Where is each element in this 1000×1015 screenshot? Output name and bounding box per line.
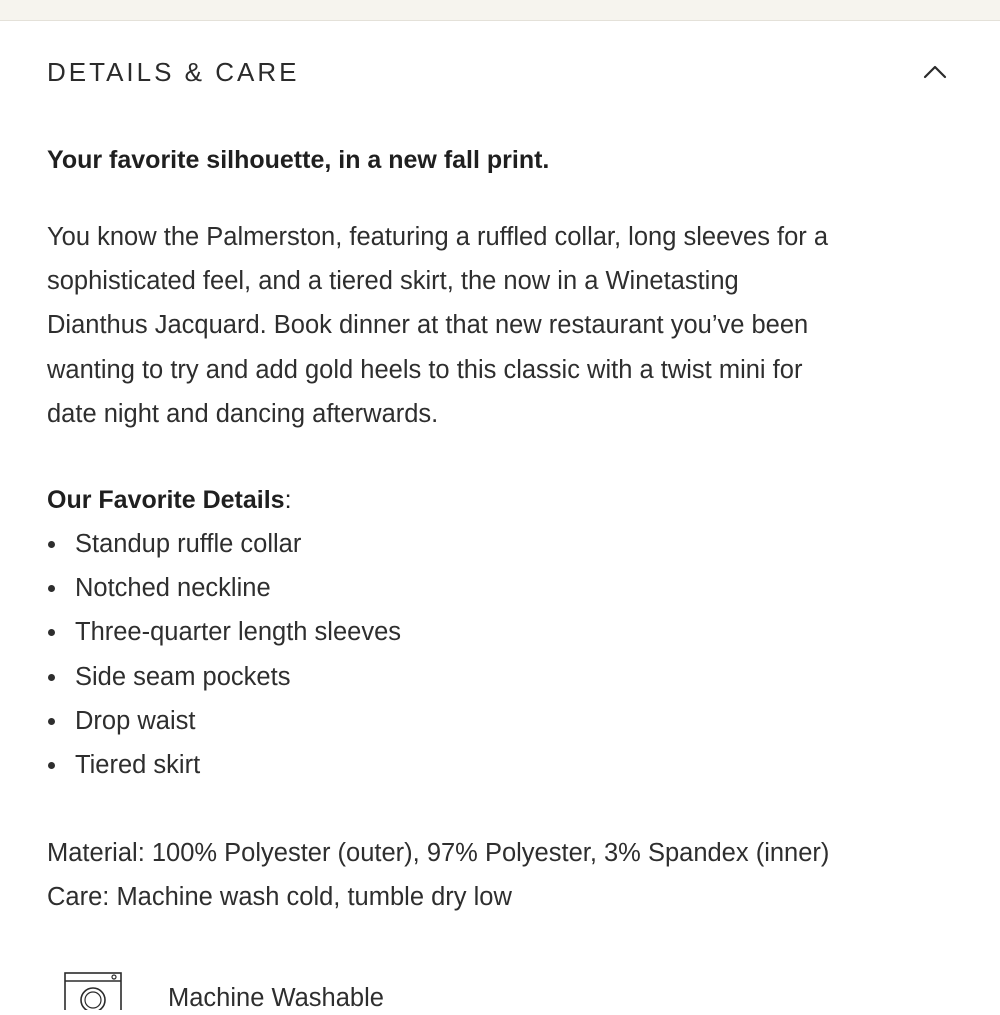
material-care-block [47, 831, 947, 919]
favorite-details-heading-text: Our Favorite Details [47, 486, 285, 515]
list-item: Tiered skirt [47, 743, 947, 787]
care-icon-label: Machine Washable [168, 984, 384, 1012]
favorite-details-heading [47, 478, 947, 522]
chevron-up-icon[interactable] [921, 58, 949, 86]
favorite-details-list [47, 522, 947, 787]
section-title: DETAILS & CARE [47, 56, 300, 87]
material-text: Material: 100% Polyester (outer), 97% Polyester, 3% Spandex (inner) [47, 839, 830, 868]
description-line: sophisticated feel, and a tiered skirt, the now in a Winetasting [47, 267, 739, 296]
care-icon-row [63, 970, 384, 1015]
list-item: Notched neckline [47, 566, 947, 610]
list-item: Three-quarter length sleeves [47, 610, 947, 654]
favorite-details-heading-colon: : [284, 486, 292, 515]
list-item: Side seam pockets [47, 655, 947, 699]
top-divider-band [0, 0, 1000, 21]
description-line: Dianthus Jacquard. Book dinner at that new restaurant you’ve been [47, 311, 809, 340]
product-description [47, 215, 947, 436]
washing-machine-icon [63, 970, 123, 1015]
description-line: You know the Palmerston, featuring a ruffled collar, long sleeves for a [47, 223, 829, 251]
care-text: Care: Machine wash cold, tumble dry low [47, 883, 512, 912]
details-content [47, 140, 947, 920]
description-line: wanting to try and add gold heels to this classic with a twist mini for [47, 355, 803, 384]
details-care-accordion-header[interactable] [47, 52, 953, 92]
product-tagline: Your favorite silhouette, in a new fall print. [47, 146, 550, 174]
description-line: date night and dancing afterwards. [47, 399, 439, 428]
list-item: Standup ruffle collar [47, 522, 947, 566]
list-item: Drop waist [47, 699, 947, 743]
